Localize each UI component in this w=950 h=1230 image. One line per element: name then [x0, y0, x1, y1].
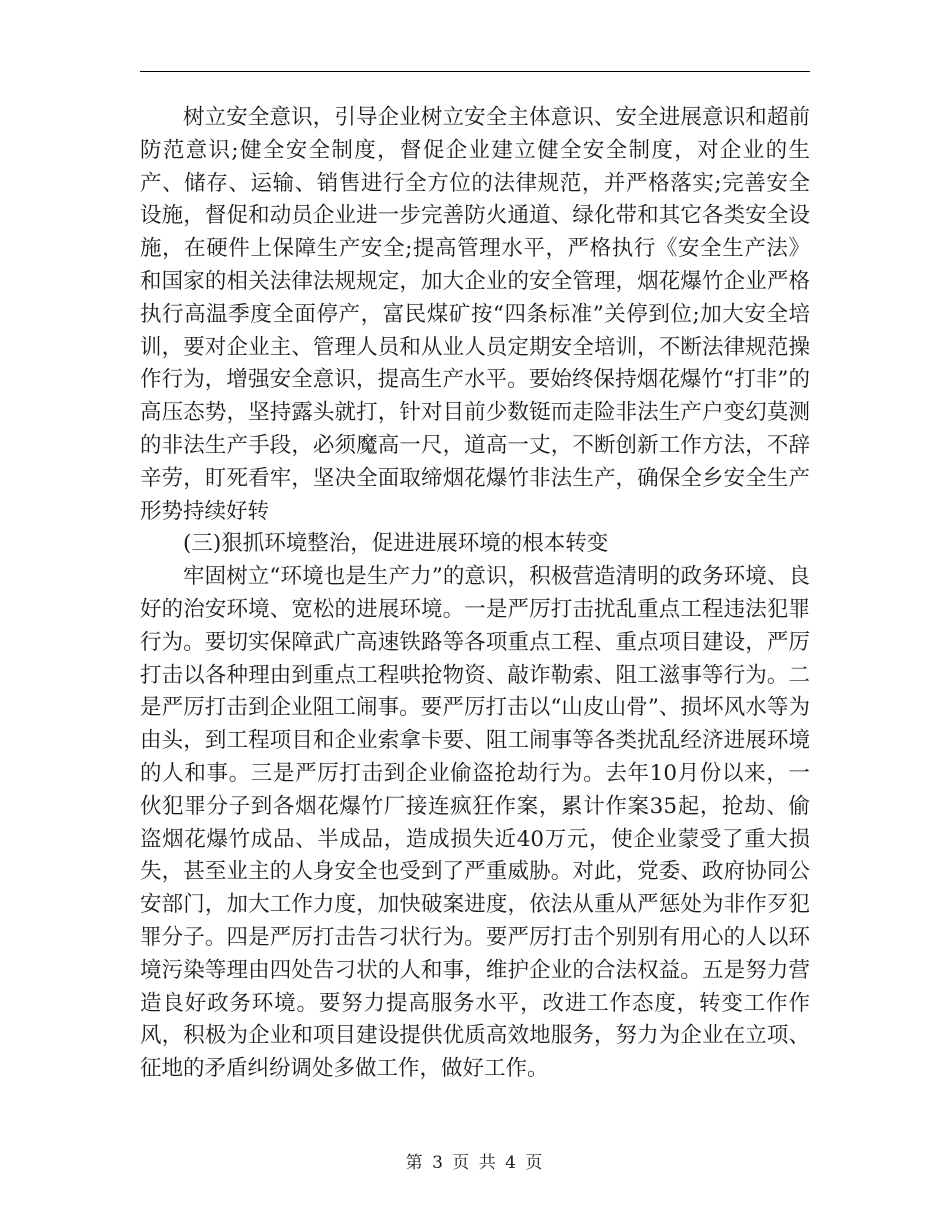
- section-heading-environment: (三)狠抓环境整治，促进进展环境的根本转变: [183, 531, 609, 557]
- page-number-footer: 第 3 页 共 4 页: [405, 1153, 545, 1173]
- paragraph-safety: 树立安全意识，引导企业树立安全主体意识、安全进展意识和超前防范意识;健全安全制度，督促企业建立健全安全制度，对企业的生产、储存、运输、销售进行全方位的法律规范，并严格落实;完善安全设施，督促和动员企业进一步完善防火通道、绿化带和其它各类安全设施，在硬件上保障生产安全;提高管理水平，严格执行《安全生产法》和国家的相关法律法规规定，加大企业的安全管理，烟花爆竹企业严格执行高温季度全面停产，富民煤矿按“四条标准”关停到位;加大安全培训，要对企业主、管理人员和从业人员定期安全培训，不断法律规范操作行为，增强安全意识，提高生产水平。要始终保持烟花爆竹“打非”的高压态势，坚持露头就打，针对目前少数铤而走险非法生产户变幻莫测的非法生产手段，必须魔高一尺，道高一丈，不断创新工作方法，不辞辛劳，盯死看牢，坚决全面取缔烟花爆竹非法生产，确保全乡安全生产形势持续好转: [140, 105, 810, 524]
- header-rule: [140, 71, 810, 72]
- paragraph-environment: 牢固树立“环境也是生产力”的意识，积极营造清明的政务环境、良好的治安环境、宽松的进展环境。一是严厉打击扰乱重点工程违法犯罪行为。要切实保障武广高速铁路等各项重点工程、重点项目建设，严厉打击以各种理由到重点工程哄抢物资、敲诈勒索、阻工滋事等行为。二是严厉打击到企业阻工闹事。要严厉打击以“山皮山骨”、损坏风水等为由头，到工程项目和企业索拿卡要、阻工闹事等各类扰乱经济进展环境的人和事。三是严厉打击到企业偷盗抢劫行为。去年10月份以来，一伙犯罪分子到各烟花爆竹厂接连疯狂作案，累计作案35起，抢劫、偷盗烟花爆竹成品、半成品，造成损失近40万元，使企业蒙受了重大损失，甚至业主的人身安全也受到了严重威胁。对此，党委、政府协同公安部门，加大工作力度，加快破案进度，依法从重从严惩处为非作歹犯罪分子。四是严厉打击告刁状行为。要严厉打击个别别有用心的人以环境污染等理由四处告刁状的人和事，维护企业的合法权益。五是努力营造良好政务环境。要努力提高服务水平，改进工作态度，转变工作作风，积极为企业和项目建设提供优质高效地服务，努力为企业在立项、征地的矛盾纠纷调处多做工作，做好工作。: [140, 564, 810, 1082]
- document-body: [140, 102, 810, 1086]
